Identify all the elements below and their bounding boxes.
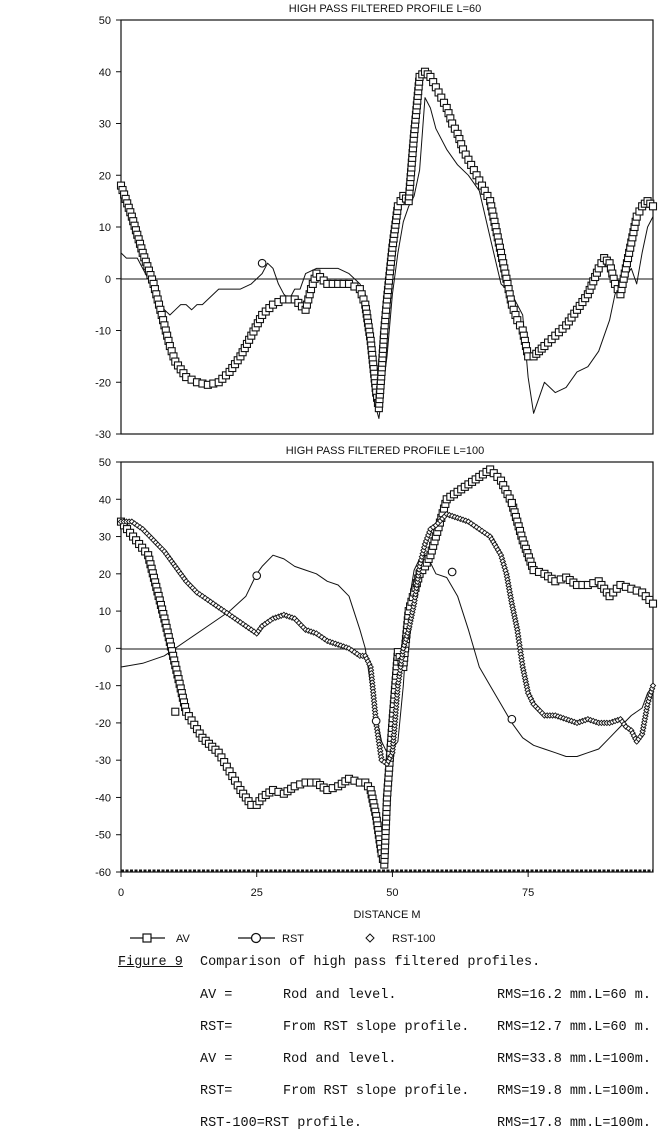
caption-key: AV = — [200, 988, 233, 1003]
chart-title: HIGH PASS FILTERED PROFILE L=60 — [288, 3, 482, 15]
x-tick-label: 75 — [522, 887, 535, 899]
x-axis — [118, 872, 534, 899]
x-tick-label: 50 — [386, 887, 399, 899]
marker-rst — [372, 717, 380, 725]
marker-rst — [448, 568, 456, 576]
legend-label: RST-100 — [392, 933, 436, 945]
panel-top — [95, 3, 656, 441]
y-tick-label: 40 — [98, 66, 111, 79]
figure-label: Figure 9 — [118, 955, 183, 970]
caption-rms: RMS=16.2 mm.L=60 m. — [497, 988, 651, 1003]
y-tick-label: -20 — [95, 717, 111, 730]
y-tick-label: -30 — [95, 755, 111, 768]
caption-key: RST= — [200, 1020, 233, 1035]
av-point — [650, 600, 657, 607]
legend-label: AV — [176, 933, 190, 945]
marker-layer — [118, 466, 657, 868]
y-tick-label: 40 — [98, 494, 111, 507]
caption-rms: RMS=19.8 mm.L=100m. — [497, 1084, 651, 1099]
y-tick-label: 50 — [98, 457, 111, 469]
y-tick-label: 0 — [104, 273, 111, 286]
caption-desc: Rod and level. — [283, 988, 397, 1003]
chart-title: HIGH PASS FILTERED PROFILE L=100 — [285, 445, 485, 457]
y-tick-label: -20 — [95, 377, 111, 390]
x-tick-label: 25 — [250, 887, 263, 899]
x-axis-label: DISTANCE M — [353, 909, 421, 921]
av-point — [650, 203, 657, 210]
caption-desc: From RST slope profile. — [283, 1084, 470, 1099]
marker-rst — [508, 715, 516, 723]
series-layer — [121, 72, 653, 419]
marker-av — [508, 500, 515, 507]
y-tick-label: -10 — [95, 325, 111, 338]
y-tick-label: 30 — [98, 531, 111, 544]
y-tick-label: 20 — [98, 568, 111, 581]
panel-bottom — [95, 445, 656, 921]
y-tick-label: 0 — [104, 643, 111, 656]
marker-rst — [258, 259, 266, 267]
circle-marker-icon — [252, 934, 261, 943]
y-tick-label: 10 — [98, 222, 111, 234]
y-tick-label: -40 — [95, 792, 111, 805]
square-marker-icon — [143, 934, 151, 942]
caption-key: RST-100=RST profile. — [200, 1116, 363, 1131]
caption-desc: From RST slope profile. — [283, 1020, 470, 1035]
y-tick-label: 50 — [98, 15, 111, 27]
figure-caption — [0, 950, 670, 1140]
caption-rms: RMS=17.8 mm.L=100m. — [497, 1116, 651, 1131]
plot-frame — [121, 20, 653, 434]
y-tick-label: -60 — [95, 867, 111, 879]
caption-rms: RMS=33.8 mm.L=100m. — [497, 1052, 651, 1067]
y-tick-label: 30 — [98, 118, 111, 131]
legend — [130, 933, 435, 945]
legend-item-rst — [238, 933, 304, 945]
y-tick-label: -30 — [95, 429, 111, 441]
marker-av — [172, 708, 179, 715]
y-tick-label: 10 — [98, 606, 111, 619]
y-tick-label: -10 — [95, 680, 111, 693]
marker-rst — [253, 572, 261, 580]
y-tick-label: 20 — [98, 170, 111, 183]
legend-item-rst-100 — [366, 933, 435, 945]
caption-key: RST= — [200, 1084, 233, 1099]
diamond-marker-icon — [366, 934, 374, 942]
caption-desc: Rod and level. — [283, 1052, 397, 1067]
caption-title: Comparison of high pass filtered profiles. — [200, 955, 541, 970]
caption-key: AV = — [200, 1052, 233, 1067]
y-tick-label: -50 — [95, 829, 111, 842]
y-axis — [95, 15, 121, 441]
x-tick-label: 0 — [117, 887, 125, 899]
legend-label: RST — [282, 933, 304, 945]
legend-item-av — [130, 933, 191, 945]
caption-rms: RMS=12.7 mm.L=60 m. — [497, 1020, 651, 1035]
